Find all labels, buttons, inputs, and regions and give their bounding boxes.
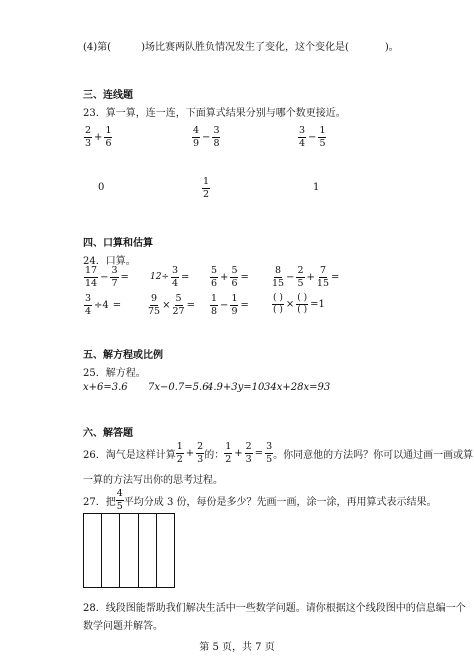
page-footer: 第 5 页，共 7 页 [199, 642, 275, 653]
q24-r2-e1: $\frac{3}{4}$ ÷4 = [85, 293, 122, 317]
rectangle-section[interactable] [102, 514, 120, 587]
section-heading-4: 四、口算和估算 [83, 238, 153, 249]
q24-r2-e2: $\frac{9}{75}$ × $\frac{5}{27}$ = [148, 293, 195, 317]
q23-target-zero[interactable]: 0 [98, 182, 105, 193]
q26-line-2: 一算的方法写出你的思考过程。 [83, 475, 223, 486]
q24-r1-e1: $\frac{17}{14}$ − $\frac{3}{7}$ = [85, 265, 129, 289]
q23-target-one[interactable]: 1 [313, 182, 320, 193]
answer-blank[interactable] [111, 43, 141, 53]
q28-line-2: 数学问题并解答。 [83, 621, 163, 632]
q27-line: 27．把 $\frac{4}{5}$ 平均分成 3 份，每份是多少？先画一画，涂一涂，再用算式表示结果。 [83, 488, 437, 512]
q24-text: 24．口算。 [83, 256, 136, 267]
q22-part4-line [83, 38, 399, 53]
q26-line-1: 26．淘气是这样计算 $\frac{1}{2}$ + $\frac{2}{3}$ 的： $\frac{1}{2}$ + $\frac{2}{3}$ = $\frac{3}{5}$ 。你同意他的方法吗？你可以通过画一画或算 [83, 441, 474, 465]
q23-text: 23．算一算，连一连，下面算式结果分别与哪个数更接近。 [83, 108, 346, 119]
q24-r1-e2: 12÷ $\frac{3}{4}$ = [150, 265, 190, 289]
q25-equation-3: 4.9+3y=10 [207, 382, 265, 393]
q25-equation-1: x+6=3.6 [83, 382, 128, 393]
rectangle-section[interactable] [84, 514, 102, 587]
text-prefix: (4)第( [83, 42, 112, 53]
text-middle: )场比赛两队胜负情况发生了变化，这个变化是( [141, 42, 349, 53]
q24-r1-e4: $\frac{8}{15}$ − $\frac{2}{5}$ + $\frac{7}{15}$ = [272, 265, 340, 289]
text-suffix: )。 [384, 42, 399, 53]
q25-text: 25．解方程。 [83, 368, 146, 379]
q23-expr-1[interactable]: $\frac{2}{3}$ + $\frac{1}{6}$ [85, 125, 112, 149]
q24-r2-e3: $\frac{1}{8}$ − $\frac{1}{9}$ = [211, 293, 249, 317]
q23-target-half[interactable]: $\frac{1}{2}$ [203, 176, 210, 200]
q25-equation-2: 7x−0.7=5.6 [148, 382, 209, 393]
section-heading-3: 三、连线题 [83, 90, 133, 101]
rectangle-section[interactable] [157, 514, 174, 587]
q23-expr-2[interactable]: $\frac{4}{9}$ − $\frac{3}{8}$ [193, 125, 220, 149]
q27-drawing-rectangle[interactable] [83, 513, 175, 588]
rectangle-section[interactable] [120, 514, 138, 587]
q24-r1-e3: $\frac{5}{6}$ + $\frac{5}{6}$ = [211, 265, 249, 289]
q25-equation-4: 34x+28x=93 [264, 382, 331, 393]
rectangle-section[interactable] [139, 514, 157, 587]
section-heading-5: 五、解方程或比例 [83, 350, 163, 361]
q28-line-1: 28．线段图能帮助我们解决生活中一些数学问题。请你根据这个线段图中的信息编一个 [83, 603, 466, 614]
section-heading-6: 六、解答题 [83, 428, 133, 439]
q23-expr-3[interactable]: $\frac{3}{4}$ − $\frac{1}{5}$ [299, 125, 326, 149]
q24-r2-e4[interactable]: $\frac{( )}{( )}$ × $\frac{( )}{( )}$ =1 [273, 293, 325, 315]
